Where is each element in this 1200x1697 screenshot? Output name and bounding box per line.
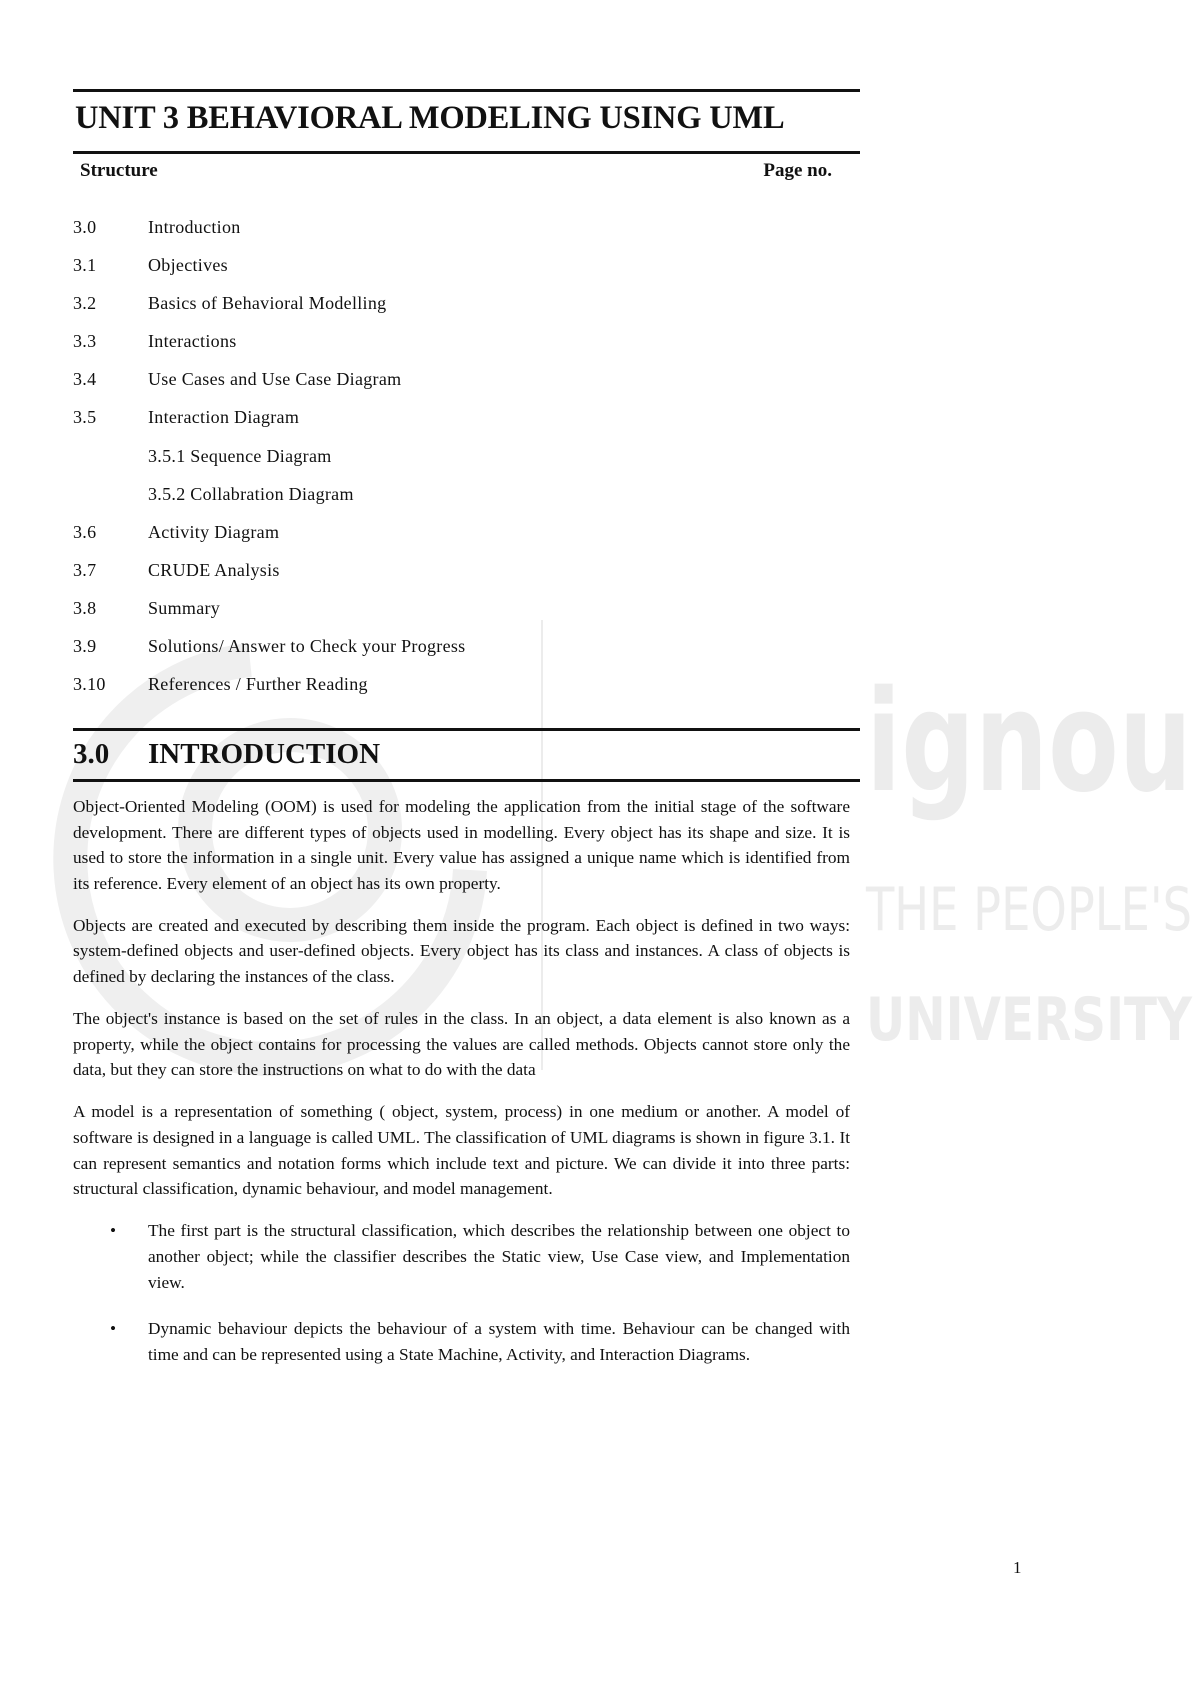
section-title: INTRODUCTION xyxy=(148,738,381,770)
toc-item xyxy=(73,328,673,366)
toc-item-number: 3.7 xyxy=(73,559,97,580)
title-top-rule xyxy=(73,89,860,92)
bullet-text: Dynamic behaviour depicts the behaviour of a system with time. Behaviour can be changed with time and can be represented using a State Machine, Activity, and Interaction Diagrams. xyxy=(148,1319,850,1364)
structure-label: Structure xyxy=(80,160,158,181)
section-number: 3.0 xyxy=(73,738,110,770)
toc-item-number: 3.5 xyxy=(73,407,97,428)
toc-item-label: Interaction Diagram xyxy=(148,407,300,428)
bullet-icon: • xyxy=(110,1221,117,1241)
bullet-list xyxy=(73,1218,850,1367)
toc-item-label: 3.5.1 Sequence Diagram xyxy=(148,445,332,466)
bullet-item xyxy=(73,1316,850,1367)
section-heading xyxy=(73,738,380,771)
bullet-text: The first part is the structural classification, which describes the relationship between one object to another object; while the classifier describes the Static view, Use Case view, and Implementation view. xyxy=(148,1221,850,1292)
section-bottom-rule xyxy=(73,779,860,782)
toc-item xyxy=(73,519,673,557)
toc-item-label: CRUDE Analysis xyxy=(148,559,280,580)
toc-item-label: Activity Diagram xyxy=(148,521,280,542)
toc-item xyxy=(73,443,673,481)
toc-item xyxy=(73,557,673,595)
toc-item xyxy=(73,252,673,290)
toc-item-number: 3.0 xyxy=(73,217,97,237)
title-bottom-rule xyxy=(73,151,860,154)
toc-item xyxy=(73,595,673,633)
toc-item-label: Interactions xyxy=(148,331,237,352)
toc-item-label: Basics of Behavioral Modelling xyxy=(148,293,387,314)
page-no-label: Page no. xyxy=(763,160,832,181)
section-top-rule xyxy=(73,728,860,731)
toc-item xyxy=(73,481,673,519)
toc-item-number: 3.3 xyxy=(73,331,97,352)
toc-item xyxy=(73,214,673,252)
toc-item-number: 3.9 xyxy=(73,636,97,657)
paragraph: A model is a representation of something ( object, system, process) in one medium or another. A model of software is designed in a language is called UML. The classification of UML diagrams is shown in figure 3.1. It can represent semantics and notation forms which include text and picture. We can divide it into three parts: structural classification, dynamic behaviour, and model management. xyxy=(73,1102,850,1199)
table-of-contents xyxy=(73,214,673,709)
bullet-item xyxy=(73,1218,850,1295)
toc-item-label: Use Cases and Use Case Diagram xyxy=(148,369,402,390)
toc-item-label: References / Further Reading xyxy=(148,674,368,695)
paragraph: Object-Oriented Modeling (OOM) is used for modeling the application from the initial stage of the software development. There are different types of objects used in modelling. Every object has its shape and size. It is used to store the information in a single unit. Every value has assigned a unique name which is identified from its reference. Every element of an object has its own property. xyxy=(73,797,850,893)
toc-item xyxy=(73,404,673,442)
toc-item-number: 3.8 xyxy=(73,597,97,618)
page-number: 1 xyxy=(1013,1558,1022,1577)
toc-item xyxy=(73,366,673,404)
paragraph: The object's instance is based on the set of rules in the class. In an object, a data element is also known as a property, while the object contains for processing the values are called methods. Objects cannot store only the data, but they can store the instructions on what to do with the data xyxy=(73,1009,850,1080)
toc-item xyxy=(73,633,673,671)
toc-item-number: 3.6 xyxy=(73,521,97,542)
toc-item-label: Introduction xyxy=(148,217,241,237)
toc-item-label: Objectives xyxy=(148,255,228,276)
bullet-icon: • xyxy=(110,1319,117,1339)
watermark-line2: UNIVERSITY xyxy=(866,985,1194,1055)
toc-item-label: 3.5.2 Collabration Diagram xyxy=(148,483,354,504)
section-body xyxy=(73,794,850,1388)
toc-item xyxy=(73,290,673,328)
toc-item-number: 3.10 xyxy=(73,674,106,695)
toc-item xyxy=(73,671,673,709)
unit-title: UNIT 3 BEHAVIORAL MODELING USING UML xyxy=(75,100,785,136)
toc-item-number: 3.4 xyxy=(73,369,97,390)
toc-item-number xyxy=(73,481,148,519)
toc-item-label: Solutions/ Answer to Check your Progress xyxy=(148,636,466,657)
toc-item-number xyxy=(73,443,148,481)
toc-item-number: 3.1 xyxy=(73,255,97,276)
watermark-logo-text: ignou xyxy=(866,661,1192,824)
toc-item-label: Summary xyxy=(148,597,221,618)
toc-item-number: 3.2 xyxy=(73,293,97,314)
paragraph: Objects are created and executed by describing them inside the program. Each object is defined in two ways: system-defined objects and user-defined objects. Every object has its class and instances. A class of objects is defined by declaring the instances of the class. xyxy=(73,915,850,987)
watermark-line1: THE PEOPLE'S xyxy=(865,875,1192,945)
